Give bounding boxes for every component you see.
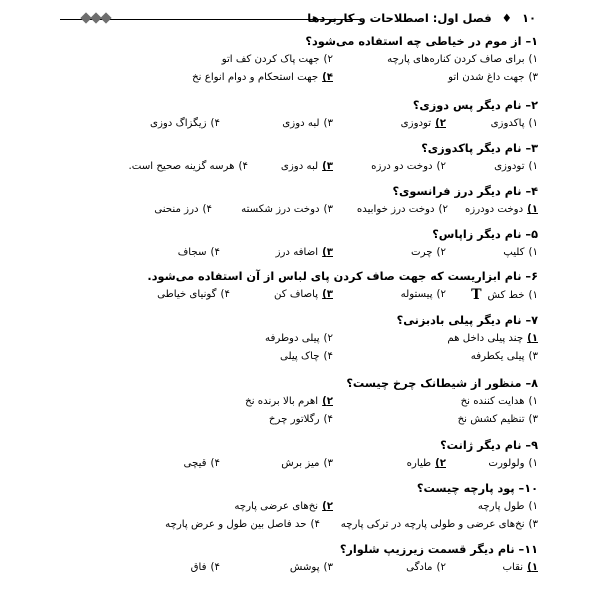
t-square-icon: T (471, 287, 482, 303)
page-number: ۱۰ (521, 11, 536, 25)
option-4[interactable]: ۴)چاک پیلی (279, 351, 333, 362)
correct-answer-mark: ۲) (322, 501, 333, 512)
question-title: ۹– نام دیگر ژانت؟ (440, 439, 538, 452)
option-3[interactable]: ۳)نخ‌های عرضی و طولی پارچه در ترکی پارچه (340, 519, 538, 530)
question-11 (112, 541, 538, 577)
question-9 (112, 437, 538, 473)
question-title: ۳– نام دیگر پاکدوزی؟ (421, 142, 538, 155)
header-title-line (307, 11, 536, 25)
option-3[interactable]: ۳)دوخت درز شکسته (241, 204, 333, 215)
option-1[interactable]: ۱)برای صاف کردن کناره‌های پارچه (387, 54, 538, 65)
correct-answer-mark: ۲) (322, 396, 333, 407)
option-1[interactable]: ۱)هدایت کننده نخ (460, 396, 538, 407)
diamond-ornament-icon (100, 12, 111, 23)
option-2[interactable]: ۲)جهت پاک کردن کف اتو (221, 54, 333, 65)
option-4[interactable]: ۴)جهت استحکام و دوام انواع نخ (192, 69, 333, 87)
question-title: ۵– نام دیگر زاپاس؟ (432, 228, 538, 241)
chapter-title: فصل اول: اصطلاحات و کاربردها (307, 11, 492, 25)
question-title: ۱۰– پود پارچه چیست؟ (416, 482, 538, 495)
option-2[interactable]: ۲)پیلی دوطرفه (265, 333, 333, 344)
option-4[interactable]: ۴)گونیای خیاطی (157, 289, 230, 300)
option-4[interactable]: ۴)رگلاتور چرخ (268, 414, 333, 425)
option-1[interactable]: ۱)طول پارچه (477, 501, 538, 512)
option-2[interactable]: ۲)دوخت درز خوابیده (356, 204, 448, 215)
option-1[interactable]: ۱)نقاب (502, 559, 538, 577)
option-3[interactable]: ۳)پاصاف کن (274, 286, 333, 304)
correct-answer-mark: ۴) (322, 72, 333, 83)
correct-answer-mark: ۳) (322, 247, 333, 258)
option-3[interactable]: ۳)لبه دوزی (281, 158, 333, 176)
question-title: ۱۱– نام دیگر قسمت زیرزیپ شلوار؟ (339, 543, 538, 556)
option-2[interactable]: ۲)تودوزی (401, 115, 446, 133)
option-4[interactable]: ۴)فاق (190, 562, 220, 573)
option-1[interactable]: ۱)چند پیلی داخل هم (447, 330, 538, 348)
option-1[interactable]: ۱)خط کشT (471, 287, 538, 303)
option-2[interactable]: ۲)اهرم بالا برنده نخ (245, 393, 333, 411)
option-2[interactable]: ۲)دوخت دو درزه (371, 161, 446, 172)
option-3[interactable]: ۳)جهت داغ شدن اتو (448, 72, 538, 83)
option-3[interactable]: ۳)لبه دوزی (282, 118, 333, 129)
bullet-icon: ♦ (501, 11, 512, 25)
question-title: ۶– نام ابزاریست که جهت صاف کردن پای لباس از آن استفاده می‌شود. (147, 270, 538, 283)
option-1[interactable]: ۱)پاکدوزی (490, 118, 538, 129)
question-10 (95, 480, 538, 534)
option-3[interactable]: ۳)تنظیم کشش نخ (457, 414, 538, 425)
correct-answer-mark: ۱) (527, 562, 538, 573)
option-4[interactable]: ۴)سجاف (177, 247, 220, 258)
question-2 (112, 97, 538, 133)
option-3[interactable]: ۳)پیلی یکطرفه (470, 351, 538, 362)
option-1[interactable]: ۱)تودوزی (494, 161, 538, 172)
question-8 (112, 375, 538, 429)
option-3[interactable]: ۳)میز برش (281, 458, 333, 469)
correct-answer-mark: ۳) (322, 289, 333, 300)
question-title: ۲– نام دیگر پس دوزی؟ (412, 99, 538, 112)
option-2[interactable]: ۲)چرت (411, 247, 446, 258)
option-4[interactable]: ۴)حد فاصل بین طول و عرض پارچه (165, 519, 320, 530)
option-3[interactable]: ۳)پوشش (289, 562, 333, 573)
option-4[interactable]: ۴)هرسه گزینه صحیح است. (128, 161, 248, 172)
option-2[interactable]: ۲)نخ‌های عرضی پارچه (234, 498, 333, 516)
correct-answer-mark: ۳) (322, 161, 333, 172)
option-2[interactable]: ۲)مادگی (406, 562, 446, 573)
option-4[interactable]: ۴)زیگزاگ دوزی (149, 118, 220, 129)
question-5 (112, 226, 538, 262)
correct-answer-mark: ۱) (527, 204, 538, 215)
question-title: ۸– منظور از شیطانک چرخ چیست؟ (346, 377, 538, 390)
question-3 (112, 140, 538, 176)
question-title: ۱– از موم در خیاطی چه استفاده می‌شود؟ (305, 35, 538, 48)
correct-answer-mark: ۲) (435, 118, 446, 129)
option-4[interactable]: ۴)درز منحنی (154, 204, 212, 215)
correct-answer-mark: ۱) (527, 333, 538, 344)
option-1[interactable]: ۱)کلیپ (503, 247, 538, 258)
question-7 (112, 312, 538, 366)
option-3[interactable]: ۳)اضافه درز (276, 244, 333, 262)
question-6 (95, 268, 538, 304)
question-title: ۴– نام دیگر درز فرانسوی؟ (392, 185, 538, 198)
page-header (60, 8, 536, 30)
option-2[interactable]: ۲)پیستوله (400, 289, 446, 300)
correct-answer-mark: ۲) (435, 458, 446, 469)
option-4[interactable]: ۴)قیچی (183, 458, 220, 469)
option-2[interactable]: ۲)طیاره (407, 455, 446, 473)
option-1[interactable]: ۱)ولولورت (488, 458, 538, 469)
option-1[interactable]: ۱)دوخت دودرزه (465, 201, 538, 219)
question-title: ۷– نام دیگر پیلی بادبزنی؟ (396, 314, 538, 327)
question-4 (112, 183, 538, 219)
question-1 (112, 33, 538, 87)
